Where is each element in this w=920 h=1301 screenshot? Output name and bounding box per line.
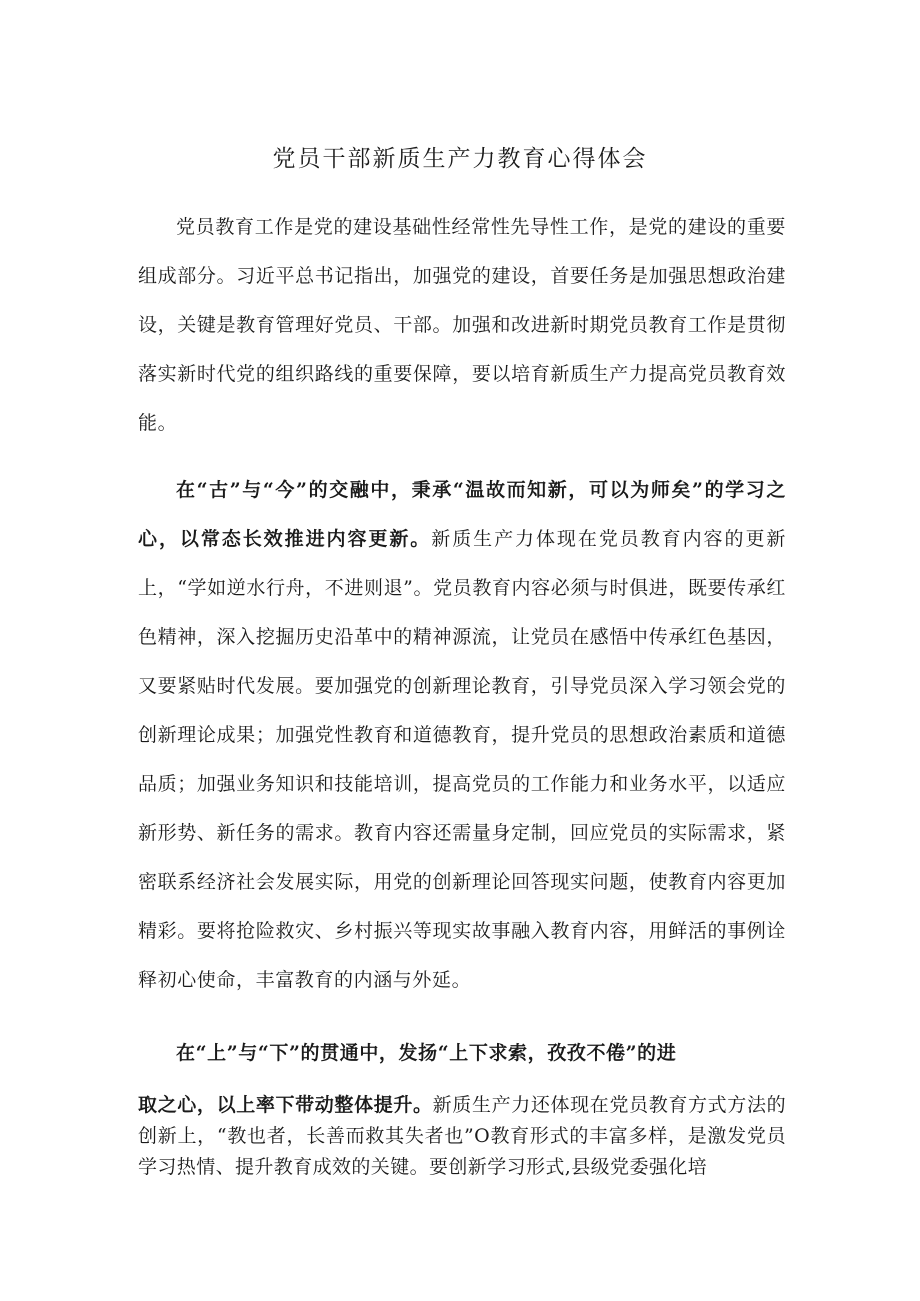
paragraph-content-update bbox=[138, 466, 786, 1005]
paragraph-heading-line: 在“上”与“下”的贯通中，发扬“上下求索，孜孜不倦”的进 bbox=[176, 1042, 677, 1064]
paragraph-heading: 取之心，以上率下带动整体提升。 bbox=[138, 1094, 433, 1116]
paragraph-body: 新质生产力还体现在党员教育方式方法的创新上，“教也者，长善而救其失者也”O教育形式的丰富多样，是激发党员学习热情、提升教育成效的关键。要创新学习形式,县级党委强化培 bbox=[138, 1094, 786, 1178]
paragraph-body: 新质生产力体现在党员教育内容的更新上，“学如逆水行舟，不进则退”。党员教育内容必须与时俱进，既要传承红色精神，深入挖掘历史沿革中的精神源流，让党员在感悟中传承红色基因，又要紧贴时代发展。要加强党的创新理论教育，引导党员深入学习领会党的创新理论成果；加强党性教育和道德教育，提升党员的思想政治素质和道德品质；加强业务知识和技能培训，提高党员的工作能力和业务水平，以适应新形势、新任务的需求。教育内容还需量身定制，回应党员的实际需求，紧密联系经济社会发展实际，用党的创新理论回答现实问题，使教育内容更加精彩。要将抢险救灾、乡村振兴等现实故事融入教育内容，用鲜活的事例诠释初心使命，丰富教育的内涵与外延。 bbox=[138, 528, 786, 991]
document-title: 党员干部新质生产力教育心得体会 bbox=[272, 146, 648, 172]
paragraph-method-innovation bbox=[138, 1090, 786, 1183]
paragraph-intro: 党员教育工作是党的建设基础性经常性先导性工作，是党的建设的重要组成部分。习近平总书记指出，加强党的建设，首要任务是加强思想政治建设，关键是教育管理好党员、干部。加强和改进新时期党员教育工作是贯彻落实新时代党的组织路线的重要保障，要以培育新质生产力提高党员教育效能。 bbox=[138, 216, 786, 434]
paragraph-heading: 在“古”与“今”的交融中，秉承“温故而知新，可以为师矣”的学习之心，以常态长效推进内容更新。 bbox=[138, 479, 786, 550]
